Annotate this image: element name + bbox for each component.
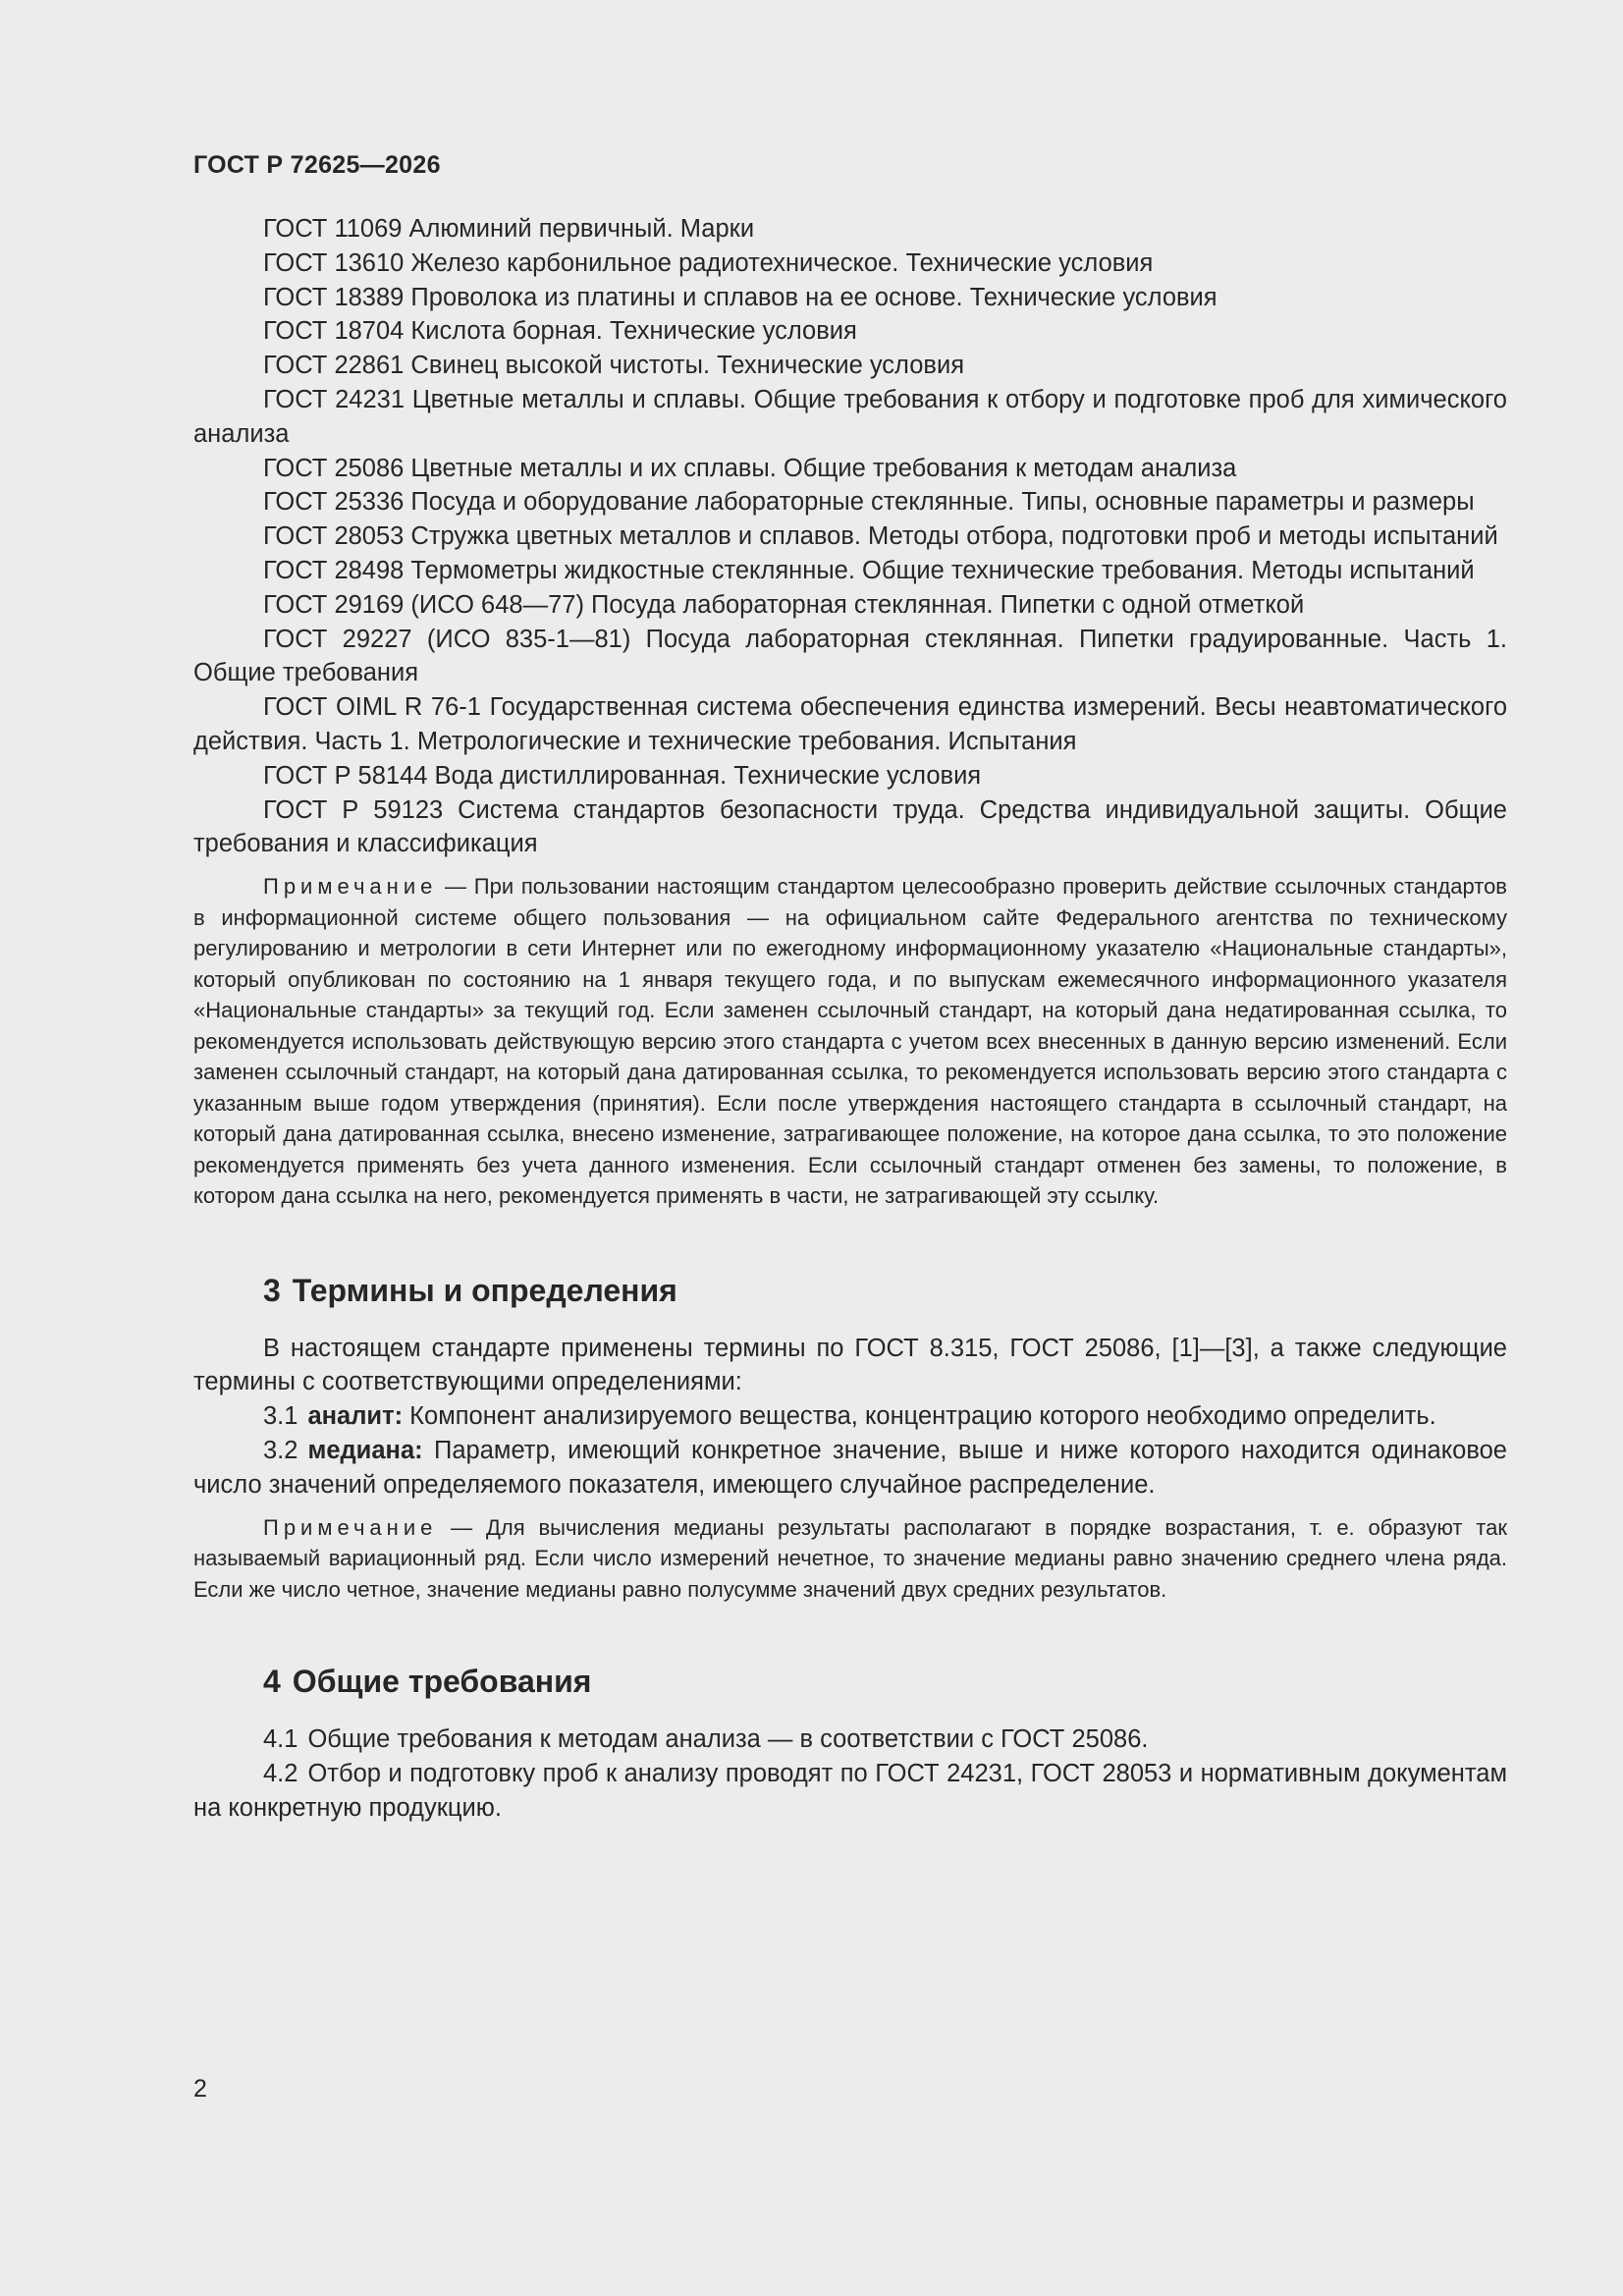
reference-item: ГОСТ 18704 Кислота борная. Технические условия <box>263 317 857 346</box>
reference-item: ГОСТ 11069 Алюминий первичный. Марки <box>263 215 755 243</box>
reference-item: ГОСТ 18389 Проволока из платины и сплавов на ее основе. Технические условия <box>263 283 1217 311</box>
reference-item: ГОСТ 13610 Железо карбонильное радиотехническое. Технические условия <box>263 248 1154 277</box>
reference-item: ГОСТ 25086 Цветные металлы и их сплавы. Общие требования к методам анализа <box>263 454 1237 482</box>
term-number: 3.2 <box>263 1437 298 1465</box>
reference-item: ГОСТ 29227 (ИСО 835-1—81) Посуда лабораторная стеклянная. Пипетки градуированные. Часть 1. Общие требования <box>193 625 1507 687</box>
reference-item: ГОСТ 29169 (ИСО 648—77) Посуда лабораторная стеклянная. Пипетки с одной отметкой <box>263 590 1305 619</box>
item-number: 4.2 <box>263 1759 298 1787</box>
document-page <box>193 147 1507 1826</box>
section-3-intro: В настоящем стандарте применены термины по ГОСТ 8.315, ГОСТ 25086, [1]—[3], а также следующие термины с соответствующими определениями: <box>193 1334 1507 1396</box>
term-definition <box>193 1434 1507 1503</box>
section-4-body <box>193 1722 1507 1825</box>
reference-item: ГОСТ OIML R 76-1 Государственная система обеспечения единства измерений. Весы неавтоматического действия. Часть 1. Метрологические и технические требования. Испытания <box>193 693 1507 755</box>
requirement-item <box>193 1722 1507 1757</box>
term-name: медиана: <box>307 1437 423 1465</box>
document-header-code: ГОСТ Р 72625—2026 <box>193 151 441 179</box>
normative-references-list <box>193 212 1507 861</box>
reference-item: ГОСТ 28498 Термометры жидкостные стеклянные. Общие технические требования. Методы испытаний <box>263 556 1475 584</box>
reference-item: ГОСТ 24231 Цветные металлы и сплавы. Общие требования к отбору и подготовке проб для химического анализа <box>193 385 1507 448</box>
section-title: Общие требования <box>292 1664 592 1700</box>
page-number: 2 <box>193 2075 207 2103</box>
references-note <box>193 871 1507 1212</box>
section-4-heading <box>193 1662 1507 1701</box>
term-text: Компонент анализируемого вещества, концентрацию которого необходимо определить. <box>403 1402 1436 1431</box>
reference-item: ГОСТ Р 58144 Вода дистиллированная. Технические условия <box>263 761 982 790</box>
reference-item: ГОСТ 25336 Посуда и оборудование лабораторные стеклянные. Типы, основные параметры и размеры <box>263 488 1475 517</box>
section-3-body <box>193 1332 1507 1503</box>
term-name: аналит: <box>307 1402 404 1431</box>
requirement-item <box>193 1757 1507 1826</box>
term-definition <box>193 1399 1507 1434</box>
section-number: 3 <box>263 1272 281 1308</box>
note-text: — Для вычисления медианы результаты располагают в порядке возрастания, т. е. образуют так называемый вариационный ряд. Если число измерений нечетное, то значение медианы равно значению среднего члена ряда. Если же число четное, значение медианы равно полусумме значений двух средних результатов. <box>193 1514 1507 1602</box>
item-text: Отбор и подготовку проб к анализу проводят по ГОСТ 24231, ГОСТ 28053 и нормативным документам на конкретную продукцию. <box>193 1759 1507 1822</box>
item-number: 4.1 <box>263 1725 298 1754</box>
reference-item: ГОСТ 28053 Стружка цветных металлов и сплавов. Методы отбора, подготовки проб и методы испытаний <box>263 522 1498 551</box>
section-3-heading <box>193 1271 1507 1310</box>
term-text: Параметр, имеющий конкретное значение, выше и ниже которого находится одинаковое число значений определяемого показателя, имеющего случайное распределение. <box>193 1437 1507 1499</box>
section-title: Термины и определения <box>292 1272 677 1308</box>
note-label: Примечание <box>263 1514 438 1540</box>
section-number: 4 <box>263 1664 281 1700</box>
median-note <box>193 1512 1507 1606</box>
item-text: Общие требования к методам анализа — в соответствии с ГОСТ 25086. <box>307 1725 1149 1754</box>
reference-item: ГОСТ 22861 Свинец высокой чистоты. Технические условия <box>263 352 964 380</box>
term-number: 3.1 <box>263 1402 298 1431</box>
reference-item: ГОСТ Р 59123 Система стандартов безопасности труда. Средства индивидуальной защиты. Общие требования и классификация <box>193 795 1507 858</box>
note-label: Примечание <box>263 874 438 900</box>
note-text: — При пользовании настоящим стандартом целесообразно проверить действие ссылочных стандартов в информационной системе общего пользования — на официальном сайте Федерального агентства по техническому регулированию и метрологии в сети Интернет или по ежегодному информационному указателю «Национальные стандарты», который опубликован по состоянию на 1 января текущего года, и по выпускам ежемесячного информационного указателя «Национальные стандарты» за текущий год. Если заменен ссылочный стандарт, на который дана недатированная ссылка, то рекомендуется использовать действующую версию этого стандарта с учетом всех внесенных в данную версию изменений. Если заменен ссылочный стандарт, на который дана датированная ссылка, то рекомендуется использовать версию этого стандарта с указанным выше годом утверждения (принятия). Если после утверждения настоящего стандарта в ссылочный стандарт, на который дана датированная ссылка, внесено изменение, затрагивающее положение, на которое дана ссылка, то это положение рекомендуется применять без учета данного изменения. Если ссылочный стандарт отменен без замены, то положение, в котором дана ссылка на него, рекомендуется применять в части, не затрагивающей эту ссылку. <box>193 874 1507 1209</box>
